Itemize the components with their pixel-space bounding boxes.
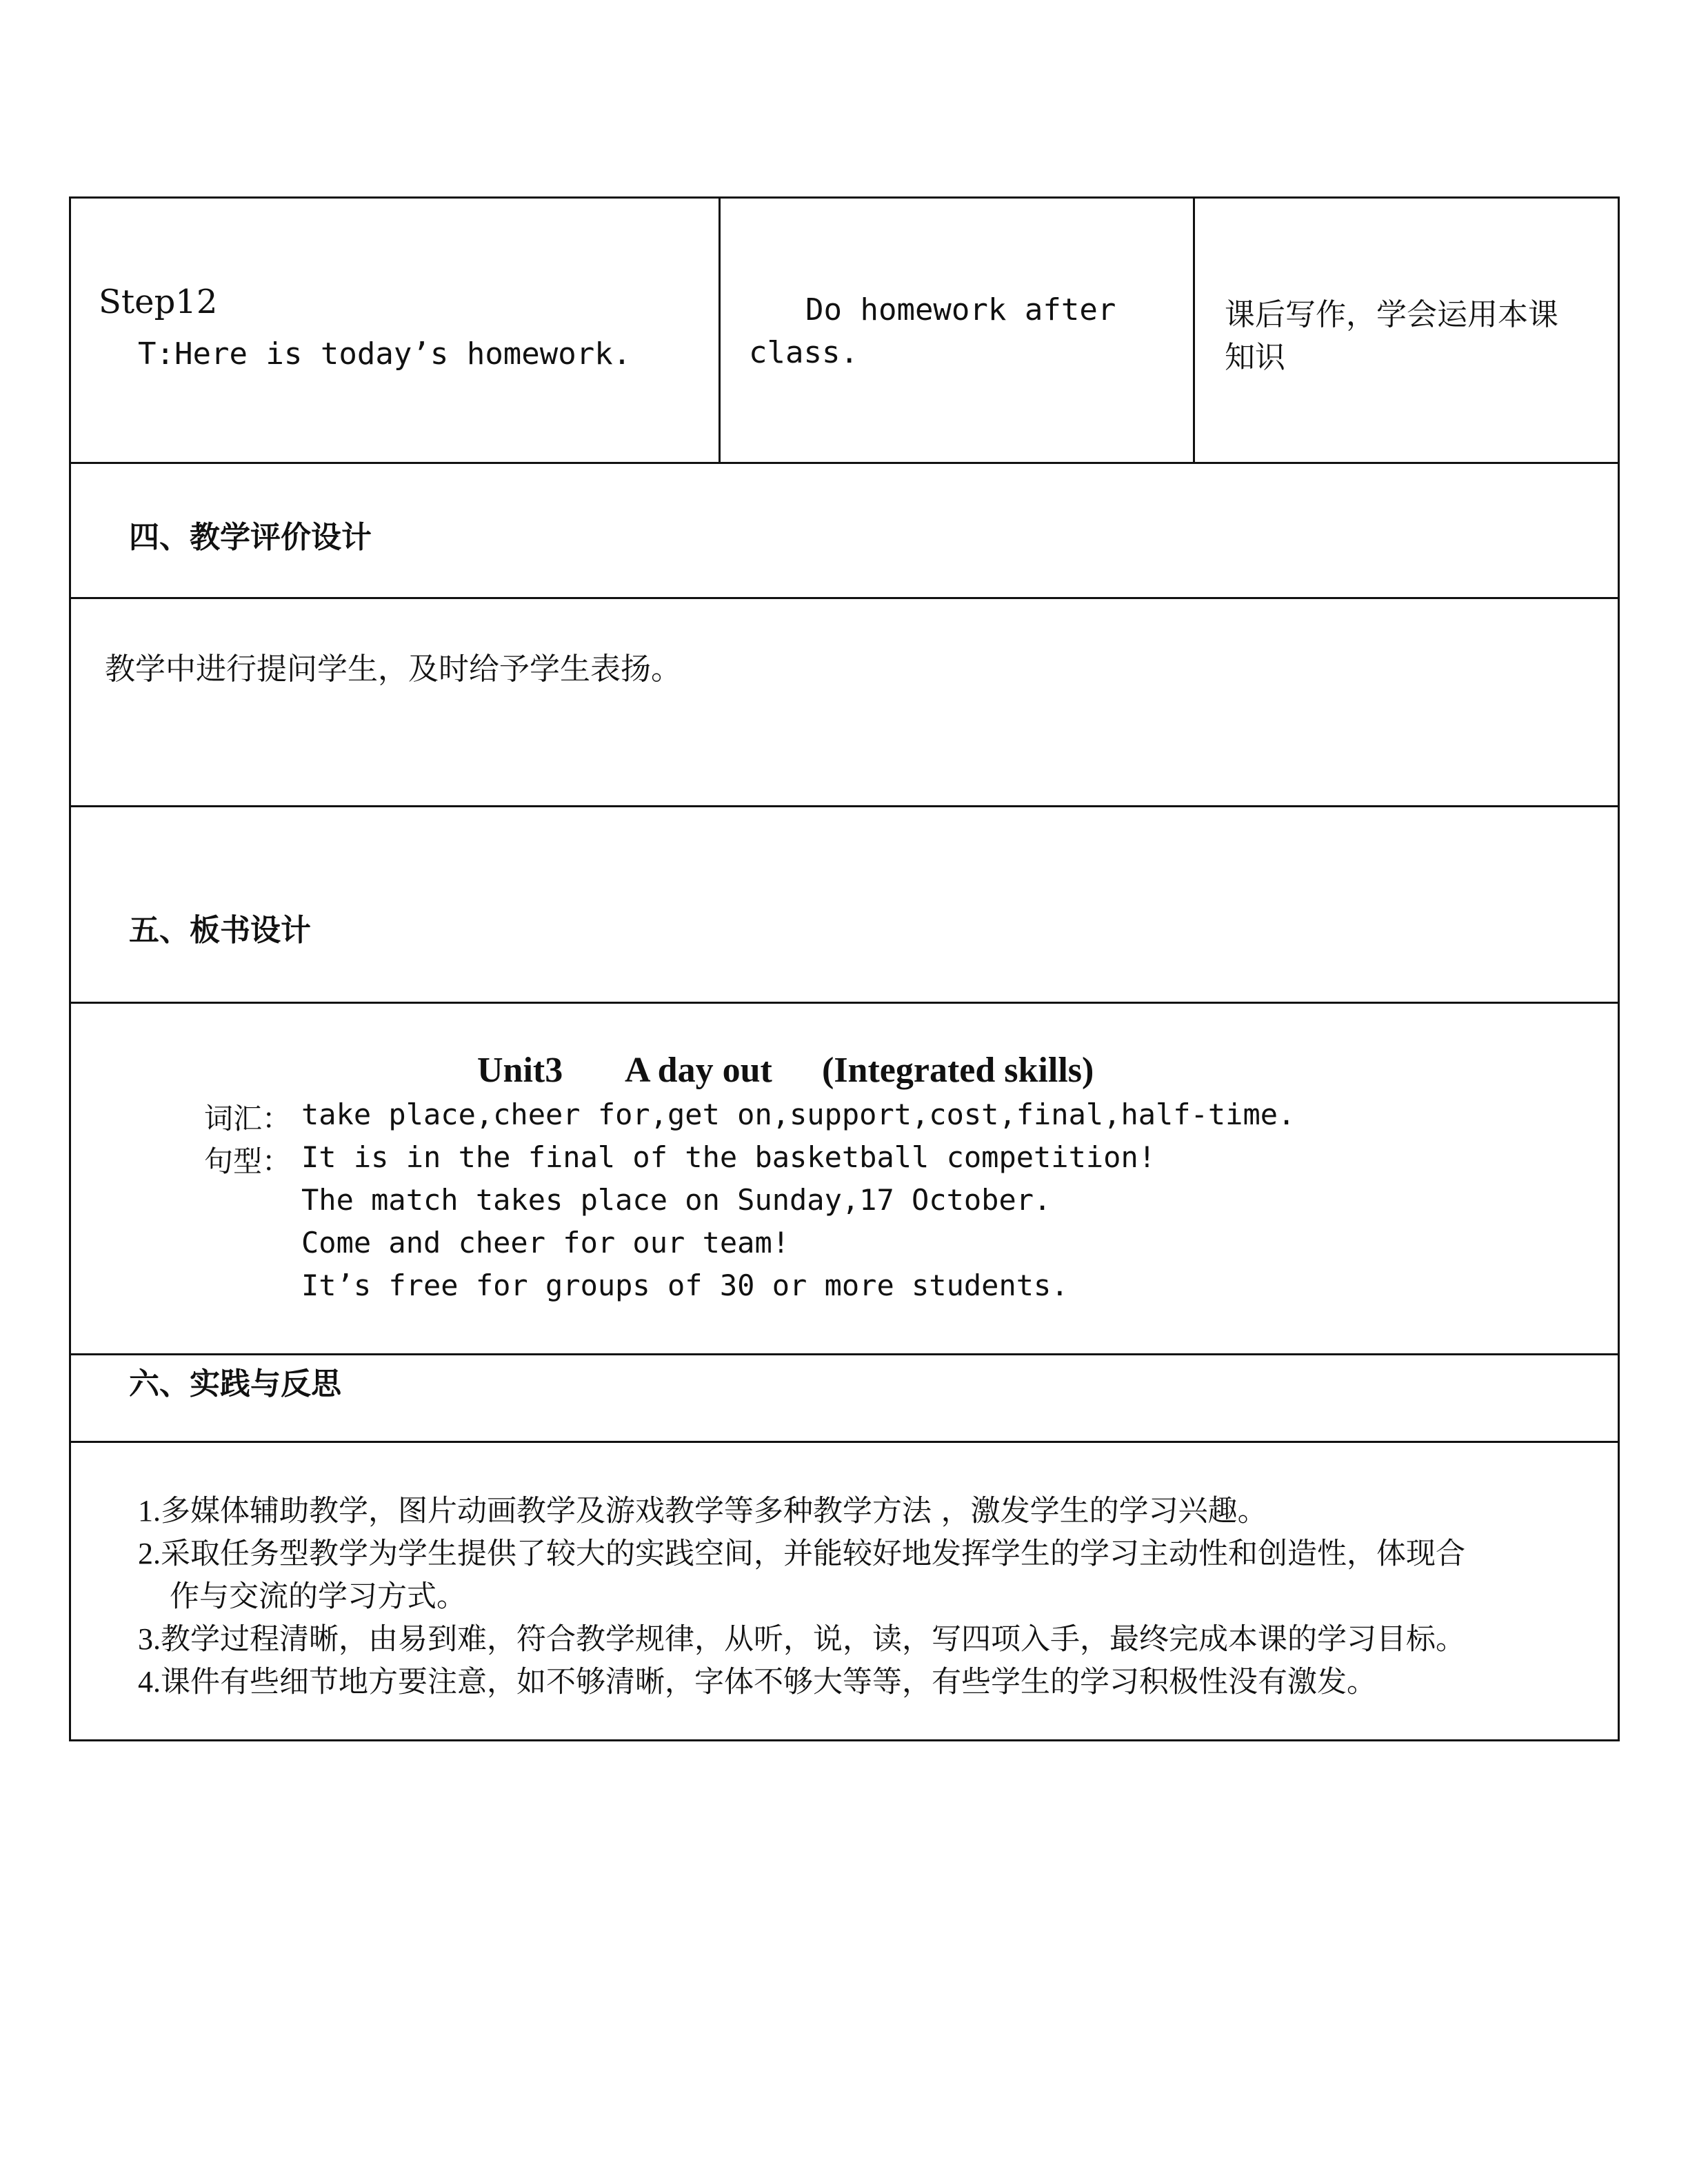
section4-content: 教学中进行提问学生，及时给予学生表扬。: [105, 651, 681, 687]
pattern-line: The match takes place on Sunday,17 October.: [301, 1183, 1052, 1217]
table-rule-step-end: [69, 462, 1620, 464]
section5-heading: 五、板书设计: [129, 913, 311, 948]
step-col-divider-1: [719, 196, 721, 464]
pattern-line: It’s free for groups of 30 or more students.: [301, 1268, 1069, 1302]
list-item: [138, 1488, 1267, 1530]
table-rule-sec4-head-end: [69, 597, 1620, 599]
list-item-text: 多媒体辅助教学，图片动画教学及游戏教学等多种教学方法 ，激发学生的学习兴趣。: [161, 1494, 1267, 1528]
vocab-text: take place,cheer for,get on,support,cost,final,half-time.: [301, 1098, 1296, 1131]
list-item: [138, 1530, 1465, 1573]
board-title-sub: (Integrated skills): [822, 1051, 1094, 1090]
list-item-number: 3.: [138, 1622, 161, 1656]
list-item-text: 课件有些细节地方要注意，如不够清晰，字体不够大等等，有些学生的学习积极性没有激发。: [161, 1665, 1376, 1699]
section6-heading: 六、实践与反思: [129, 1366, 341, 1402]
list-item-number: 4.: [138, 1665, 161, 1699]
table-border-bottom: [69, 1739, 1620, 1741]
list-item-text: 采取任务型教学为学生提供了较大的实践空间，并能较好地发挥学生的学习主动性和创造性，体现合: [161, 1537, 1465, 1571]
list-item-number: 1.: [138, 1494, 161, 1528]
purpose-line1: 课后写作，学会运用本课: [1225, 297, 1558, 332]
pattern-label: 句型：: [204, 1144, 292, 1178]
table-border-left: [69, 196, 71, 1741]
list-item: [138, 1659, 1376, 1701]
student-activity-line1: Do homework after: [805, 292, 1116, 327]
step-col-divider-2: [1193, 196, 1195, 464]
table-border-top: [69, 196, 1620, 199]
vocab-label: 词汇：: [204, 1102, 292, 1135]
teacher-line: T:Here is today’s homework.: [138, 336, 632, 372]
step-label: Step12: [99, 283, 218, 321]
board-title-name: A day out: [625, 1051, 772, 1090]
purpose-line2: 知识: [1225, 340, 1285, 375]
pattern-line: It is in the final of the basketball competition!: [301, 1140, 1156, 1174]
table-rule-sec6-head-end: [69, 1441, 1620, 1443]
list-item-text: 教学过程清晰，由易到难，符合教学规律，从听，说，读，写四项入手，最终完成本课的学习目标。: [161, 1622, 1465, 1657]
table-rule-sec5-head-end: [69, 1002, 1620, 1004]
student-activity-line2: class.: [749, 335, 858, 370]
table-rule-board-end: [69, 1353, 1620, 1355]
table-rule-sec4-content-end: [69, 805, 1620, 807]
table-border-right: [1618, 196, 1620, 1741]
board-title-unit: Unit3: [477, 1051, 563, 1090]
pattern-line: Come and cheer for our team!: [301, 1226, 790, 1260]
list-item: [138, 1616, 1465, 1658]
list-item-number: 2.: [138, 1537, 161, 1570]
section4-heading: 四、教学评价设计: [129, 520, 372, 555]
list-item-continuation: 作与交流的学习方式。: [170, 1579, 466, 1614]
